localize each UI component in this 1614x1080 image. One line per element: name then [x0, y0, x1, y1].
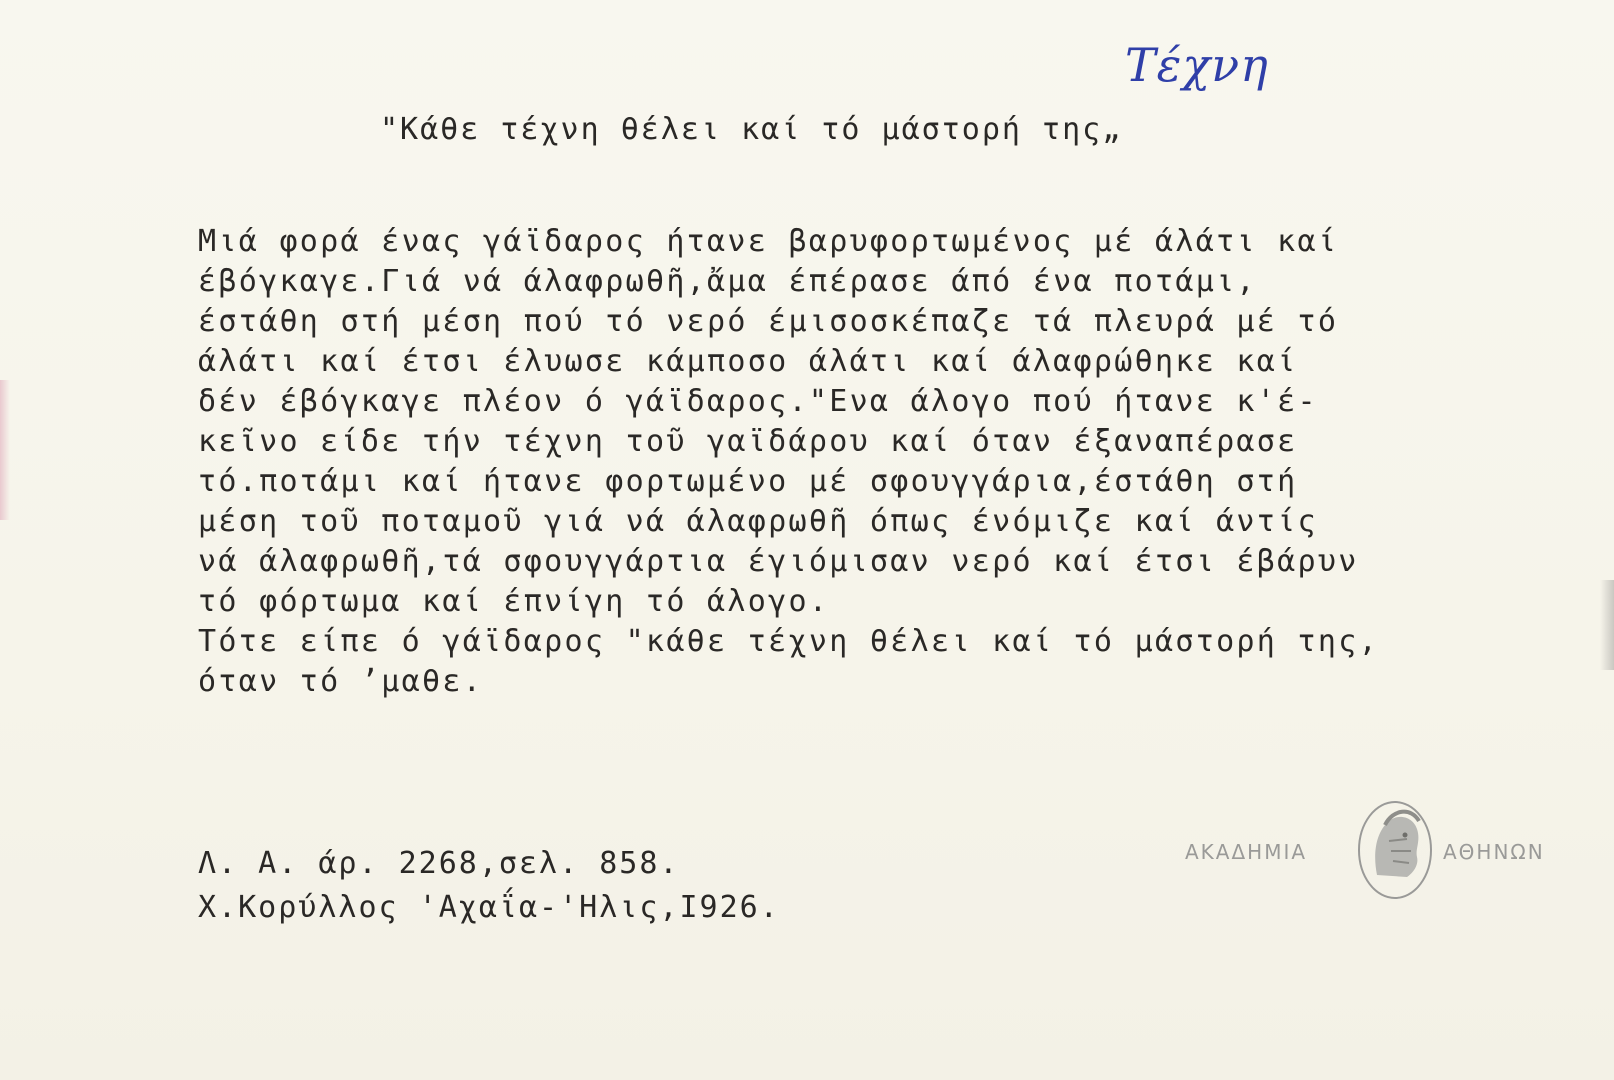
academy-watermark	[1185, 800, 1585, 910]
watermark-left-text: ΑΚΑΔΗΜΙΑ	[1185, 840, 1308, 864]
citation-line: Λ. Α. άρ. 2268,σελ. 858.	[198, 846, 680, 881]
card-edge-stain	[0, 380, 10, 520]
athena-seal-icon	[1355, 795, 1435, 905]
text-line: τό.ποτάμι καί ήτανε φορτωμένο μέ σφουγγάρια,έστάθη στή	[198, 464, 1298, 499]
text-line: νά άλαφρωθῆ,τά σφουγγάρτια έγιόμισαν νερό καί έτσι έβάρυν	[198, 544, 1359, 579]
source-citation	[198, 842, 780, 930]
text-line: έστάθη στή μέση πού τό νερό έμισοσκέπαζε τά πλευρά μέ τό	[198, 304, 1339, 339]
watermark-right-text: ΑΘΗΝΩΝ	[1443, 840, 1545, 864]
text-line: έβόγκαγε.Γιά νά άλαφρωθῆ,ἄμα έπέρασε άπό ένα ποτάμι,	[198, 264, 1257, 299]
citation-line: Χ.Κορύλλος 'Αχαΐα-'Ηλις,Ι926.	[198, 890, 780, 925]
text-line: κεῖνο είδε τήν τέχνη τοῦ γαϊδάρου καί όταν έξαναπέρασε	[198, 424, 1298, 459]
story-text	[198, 222, 1568, 702]
text-line: τό φόρτωμα καί έπνίγη τό άλογο.	[198, 584, 830, 619]
text-line: άλάτι καί έτσι έλυωσε κάμποσο άλάτι καί άλαφρώθηκε καί	[198, 344, 1298, 379]
handwritten-note: Τέχνη	[1125, 38, 1269, 92]
document-title: "Κάθε τέχνη θέλει καί τό μάστορή της„	[380, 112, 1123, 147]
text-line: μέση τοῦ ποταμοῦ γιά νά άλαφρωθῆ όπως ένόμιζε καί άντίς	[198, 504, 1318, 539]
text-line: Τότε είπε ό γάϊδαρος "κάθε τέχνη θέλει καί τό μάστορή της,	[198, 624, 1379, 659]
card-edge-shadow	[1600, 580, 1614, 670]
text-line: Μιά φορά ένας γάϊδαρος ήτανε βαρυφορτωμένος μέ άλάτι καί	[198, 224, 1339, 259]
text-line: όταν τό ʼμαθε.	[198, 664, 484, 699]
text-line: δέν έβόγκαγε πλέον ό γάϊδαρος."Ενα άλογο πού ήτανε κ'έ-	[198, 384, 1318, 419]
